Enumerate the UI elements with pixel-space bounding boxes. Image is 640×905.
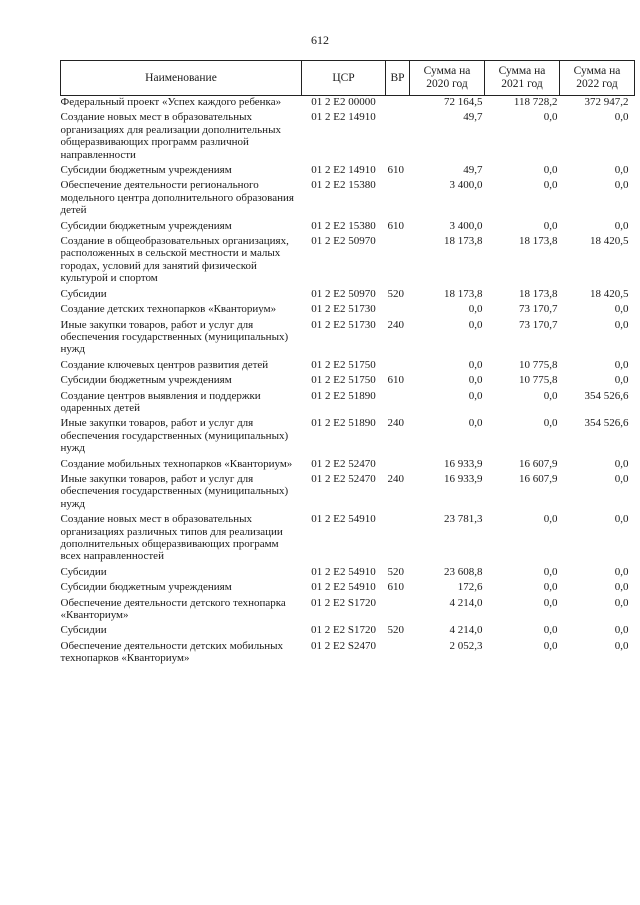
row-sum-2022: 0,0 bbox=[614, 179, 629, 192]
table-row bbox=[61, 96, 635, 112]
row-csr: 01 2 E2 50970 bbox=[311, 235, 376, 248]
table-row bbox=[61, 597, 635, 625]
row-sum-2020: 16 933,9 bbox=[444, 457, 483, 470]
header-sum-2020: Сумма на 2020 год bbox=[410, 61, 485, 96]
row-vr: 240 bbox=[387, 417, 404, 430]
row-sum-2020: 0,0 bbox=[468, 417, 483, 430]
row-vr: 610 bbox=[387, 219, 404, 232]
row-name: Субсидии бюджетным учреждениям bbox=[60, 164, 232, 177]
row-vr: 240 bbox=[387, 318, 404, 331]
row-vr bbox=[386, 597, 410, 625]
row-csr: 01 2 E2 50970 bbox=[311, 287, 376, 300]
row-sum-2020: 2 052,3 bbox=[449, 639, 483, 652]
row-csr: 01 2 E2 51890 bbox=[311, 417, 376, 430]
row-csr: 01 2 E2 54910 bbox=[311, 513, 376, 526]
row-csr: 01 2 E2 S1720 bbox=[310, 596, 377, 609]
row-vr: 610 bbox=[387, 164, 404, 177]
row-sum-2022: 354 526,6 bbox=[584, 417, 629, 430]
row-name: Субсидии bbox=[60, 287, 107, 300]
row-csr: 01 2 E2 51750 bbox=[311, 358, 376, 371]
row-sum-2021: 0,0 bbox=[543, 581, 558, 594]
header-name: Наименование bbox=[61, 61, 302, 96]
row-csr: 01 2 E2 52470 bbox=[311, 472, 376, 485]
row-name: Субсидии бюджетным учреждениям bbox=[60, 219, 232, 232]
table-row bbox=[61, 319, 635, 359]
row-sum-2022: 0,0 bbox=[614, 581, 629, 594]
row-sum-2020: 3 400,0 bbox=[449, 219, 483, 232]
row-name: Обеспечение деятельности регионального модельного центра дополнительного образования детей bbox=[60, 179, 294, 217]
table-row bbox=[61, 164, 635, 179]
row-name: Создание новых мест в образовательных организациях различных типов для реализации дополнительных общеразвивающих программ всех направленностей bbox=[60, 513, 283, 563]
row-sum-2020: 0,0 bbox=[468, 318, 483, 331]
row-name: Создание центров выявления и поддержки одаренных детей bbox=[60, 389, 261, 414]
row-sum-2022: 0,0 bbox=[614, 639, 629, 652]
row-name: Создание в общеобразовательных организациях, расположенных в сельской местности и малых городах, условий для занятий физической культурой и спортом bbox=[60, 235, 289, 285]
row-sum-2022: 18 420,5 bbox=[590, 287, 629, 300]
row-csr: 01 2 E2 51730 bbox=[311, 303, 376, 316]
row-sum-2022: 372 947,2 bbox=[584, 96, 629, 108]
row-sum-2021: 0,0 bbox=[543, 639, 558, 652]
row-sum-2021: 0,0 bbox=[543, 179, 558, 192]
row-name: Иные закупки товаров, работ и услуг для обеспечения государственных (муниципальных) нужд bbox=[60, 472, 289, 510]
row-sum-2021: 0,0 bbox=[543, 513, 558, 526]
row-sum-2022: 0,0 bbox=[614, 457, 629, 470]
row-name: Иные закупки товаров, работ и услуг для обеспечения государственных (муниципальных) нужд bbox=[60, 417, 289, 455]
row-sum-2022: 0,0 bbox=[614, 318, 629, 331]
row-sum-2020: 49,7 bbox=[463, 111, 483, 124]
row-sum-2022: 0,0 bbox=[614, 164, 629, 177]
row-vr bbox=[386, 640, 410, 668]
row-sum-2020: 18 173,8 bbox=[444, 235, 483, 248]
header-vr: ВР bbox=[386, 61, 410, 96]
row-name: Создание детских технопарков «Кванториум» bbox=[60, 303, 277, 316]
row-vr bbox=[386, 513, 410, 566]
table-row bbox=[61, 303, 635, 318]
row-sum-2020: 16 933,9 bbox=[444, 472, 483, 485]
row-sum-2021: 10 775,8 bbox=[519, 374, 558, 387]
row-sum-2022: 0,0 bbox=[614, 374, 629, 387]
row-vr bbox=[386, 458, 410, 473]
header-sum-2022: Сумма на 2022 год bbox=[560, 61, 635, 96]
row-csr: 01 2 E2 S1720 bbox=[310, 624, 377, 637]
row-sum-2020: 0,0 bbox=[468, 358, 483, 371]
header-csr: ЦСР bbox=[302, 61, 386, 96]
row-name: Иные закупки товаров, работ и услуг для обеспечения государственных (муниципальных) нужд bbox=[60, 318, 289, 356]
row-csr: 01 2 E2 54910 bbox=[311, 565, 376, 578]
row-sum-2022: 0,0 bbox=[614, 303, 629, 316]
row-name: Субсидии bbox=[60, 624, 107, 637]
row-vr bbox=[386, 359, 410, 374]
table-row bbox=[61, 624, 635, 639]
row-csr: 01 2 E2 00000 bbox=[311, 96, 376, 108]
row-vr: 610 bbox=[387, 581, 404, 594]
row-name: Субсидии бюджетным учреждениям bbox=[60, 374, 232, 387]
row-sum-2022: 0,0 bbox=[614, 472, 629, 485]
row-sum-2020: 18 173,8 bbox=[444, 287, 483, 300]
row-name: Обеспечение деятельности детского технопарка «Кванториум» bbox=[60, 596, 286, 622]
row-vr: 520 bbox=[387, 565, 404, 578]
row-vr bbox=[386, 179, 410, 219]
row-sum-2020: 0,0 bbox=[468, 374, 483, 387]
row-csr: 01 2 E2 51730 bbox=[311, 318, 376, 331]
row-csr: 01 2 E2 15380 bbox=[311, 219, 376, 232]
row-sum-2020: 0,0 bbox=[468, 303, 483, 316]
row-sum-2020: 4 214,0 bbox=[449, 596, 483, 609]
row-csr: 01 2 E2 51890 bbox=[311, 389, 376, 402]
table-row bbox=[61, 288, 635, 303]
header-sum-2021: Сумма на 2021 год bbox=[485, 61, 560, 96]
row-sum-2021: 0,0 bbox=[543, 389, 558, 402]
row-vr bbox=[386, 303, 410, 318]
row-sum-2021: 16 607,9 bbox=[519, 457, 558, 470]
table-row bbox=[61, 111, 635, 164]
table-row bbox=[61, 390, 635, 418]
table-row bbox=[61, 220, 635, 235]
row-sum-2021: 118 728,2 bbox=[513, 96, 558, 108]
table-header-row bbox=[61, 61, 635, 96]
row-vr: 240 bbox=[387, 472, 404, 485]
row-sum-2021: 0,0 bbox=[543, 565, 558, 578]
row-sum-2022: 18 420,5 bbox=[590, 235, 629, 248]
row-vr bbox=[386, 235, 410, 288]
row-csr: 01 2 E2 52470 bbox=[311, 457, 376, 470]
row-csr: 01 2 E2 15380 bbox=[311, 179, 376, 192]
table-row bbox=[61, 374, 635, 389]
row-vr: 520 bbox=[387, 287, 404, 300]
row-sum-2021: 0,0 bbox=[543, 164, 558, 177]
row-name: Создание ключевых центров развития детей bbox=[60, 358, 269, 371]
row-name: Создание мобильных технопарков «Кванториум» bbox=[60, 457, 293, 470]
table-row bbox=[61, 513, 635, 566]
row-sum-2021: 0,0 bbox=[543, 417, 558, 430]
row-vr: 610 bbox=[387, 374, 404, 387]
table-row bbox=[61, 581, 635, 596]
row-sum-2021: 0,0 bbox=[543, 596, 558, 609]
row-csr: 01 2 E2 51750 bbox=[311, 374, 376, 387]
budget-table bbox=[60, 60, 635, 668]
row-sum-2022: 0,0 bbox=[614, 624, 629, 637]
row-sum-2020: 49,7 bbox=[463, 164, 483, 177]
row-csr: 01 2 E2 54910 bbox=[311, 581, 376, 594]
row-sum-2020: 23 608,8 bbox=[444, 565, 483, 578]
row-name: Обеспечение деятельности детских мобильных технопарков «Кванториум» bbox=[60, 639, 283, 665]
row-csr: 01 2 E2 14910 bbox=[311, 111, 376, 124]
row-sum-2022: 0,0 bbox=[614, 513, 629, 526]
row-sum-2021: 18 173,8 bbox=[519, 287, 558, 300]
row-sum-2020: 23 781,3 bbox=[444, 513, 483, 526]
row-sum-2020: 0,0 bbox=[468, 389, 483, 402]
row-name: Федеральный проект «Успех каждого ребенка» bbox=[60, 96, 282, 108]
row-csr: 01 2 E2 S2470 bbox=[310, 639, 377, 652]
row-sum-2021: 0,0 bbox=[543, 624, 558, 637]
row-vr bbox=[386, 111, 410, 164]
row-vr: 520 bbox=[387, 624, 404, 637]
row-sum-2021: 0,0 bbox=[543, 111, 558, 124]
table-row bbox=[61, 640, 635, 668]
table-row bbox=[61, 473, 635, 513]
row-vr bbox=[386, 390, 410, 418]
table-row bbox=[61, 417, 635, 457]
row-sum-2020: 172,6 bbox=[457, 581, 483, 594]
table-row bbox=[61, 179, 635, 219]
row-sum-2021: 0,0 bbox=[543, 219, 558, 232]
row-sum-2021: 73 170,7 bbox=[519, 303, 558, 316]
row-sum-2022: 0,0 bbox=[614, 219, 629, 232]
row-name: Субсидии bbox=[60, 565, 107, 578]
table-row bbox=[61, 458, 635, 473]
row-sum-2022: 0,0 bbox=[614, 111, 629, 124]
table-body bbox=[61, 96, 635, 668]
table-row bbox=[61, 235, 635, 288]
row-sum-2021: 16 607,9 bbox=[519, 472, 558, 485]
table-row bbox=[61, 359, 635, 374]
row-vr bbox=[386, 96, 410, 112]
row-sum-2022: 0,0 bbox=[614, 565, 629, 578]
row-csr: 01 2 E2 14910 bbox=[311, 164, 376, 177]
row-name: Создание новых мест в образовательных организациях для реализации дополнительных общеразвивающих программ различной направленности bbox=[60, 111, 281, 161]
row-sum-2021: 10 775,8 bbox=[519, 358, 558, 371]
row-sum-2020: 4 214,0 bbox=[449, 624, 483, 637]
row-sum-2022: 0,0 bbox=[614, 358, 629, 371]
row-sum-2022: 0,0 bbox=[614, 596, 629, 609]
page-number: 612 bbox=[311, 33, 329, 47]
row-sum-2020: 72 164,5 bbox=[444, 96, 483, 108]
row-sum-2022: 354 526,6 bbox=[584, 389, 629, 402]
row-name: Субсидии бюджетным учреждениям bbox=[60, 581, 232, 594]
table-row bbox=[61, 566, 635, 581]
row-sum-2020: 3 400,0 bbox=[449, 179, 483, 192]
row-sum-2021: 73 170,7 bbox=[519, 318, 558, 331]
row-sum-2021: 18 173,8 bbox=[519, 235, 558, 248]
